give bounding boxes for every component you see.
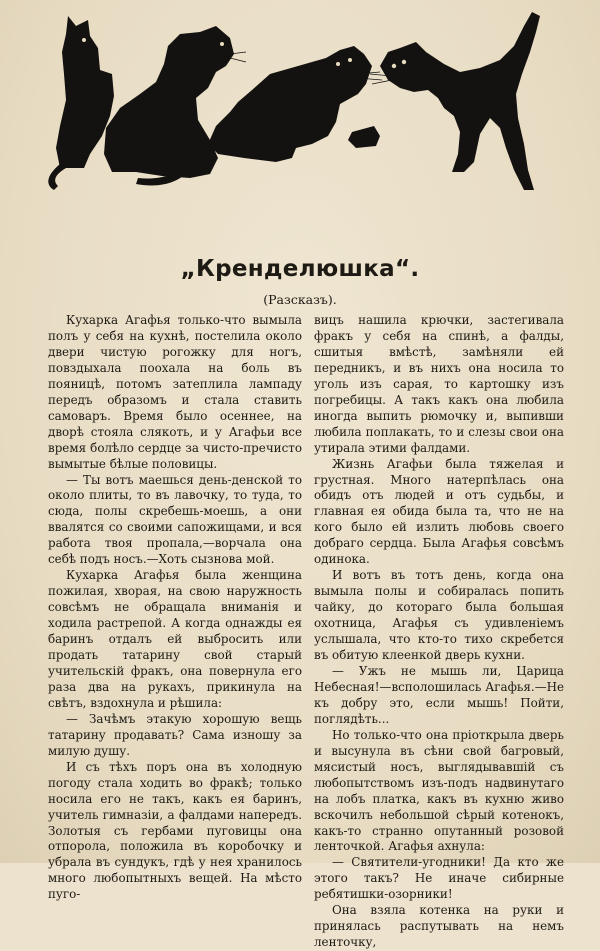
paragraph: Но только-что она пріоткрыла дверь и высунула въ сѣни свой багровый, мясистый носъ, выглядывавшій съ любопытствомъ изъ-подъ надвинутаго на лобъ платка, какъ въ кухню живо вскочилъ небольшой сѣрый котенокъ, какъ-то странно опутанный розовой ленточкой. Агафья ахнула: <box>314 727 564 854</box>
black-cats-silhouette-illustration <box>40 8 560 198</box>
paragraph: — Ужъ не мышь ли, Царица Небесная!—всполошилась Агафья.—Не къ добру это, если мышь! Пойти, поглядѣть... <box>314 663 564 726</box>
paragraph: — Ты вотъ маешься день-денской то около плиты, то въ лавочку, то туда, то сюда, полы скребешь-моешь, а они ввалятся со своими сапожищами, и вся работа твоя пропала,—ворчала она себѣ подъ носъ.—Хоть сызнова мой. <box>48 472 302 567</box>
text-column-left <box>48 313 302 902</box>
paragraph: И вотъ въ тотъ день, когда она вымыла полы и собиралась попить чайку, до котораго была большая охотница, Агафья съ удивленіемъ услышала, что кто-то тихо скребется въ обитую клеенкой дверь кухни. <box>314 568 564 663</box>
paragraph: Жизнь Агафьи была тяжелая и грустная. Много натерпѣлась она обидъ отъ людей и отъ судьбы, и главная ея обида была та, что не на кого было ей излить любовь своего добраго сердца. Была Агафья совсѣмъ одинока. <box>314 456 564 567</box>
paragraph: И съ тѣхъ поръ она въ холодную погоду стала ходить во фракѣ; только носила его не такъ, какъ ея баринъ, учитель гимназіи, а фалдами напередъ. Золотыя съ гербами пуговицы она отпорола, положила въ коробочку и убрала въ сундукъ, гдѣ у нея хранилось много любопытныхъ вещей. На мѣсто пуго- <box>48 759 302 902</box>
paragraph: вицъ нашила крючки, застегивала фракъ у себя на спинѣ, а фалды, сшитыя вмѣстѣ, замѣняли ей передникъ, и въ нихъ она носила то уголь изъ сарая, то картошку изъ погребицы. А такъ какъ она любила иногда выпить рюмочку и, выпивши любила поплакать, то и слезы свои она утирала этими фалдами. <box>314 313 564 455</box>
paragraph: Она взяла котенка на руки и принялась распутывать на немъ ленточку, <box>314 903 564 950</box>
story-title: „Кренделюшка“. <box>180 256 420 282</box>
paragraph: Кухарка Агафья только-что вымыла полъ у себя на кухнѣ, постелила около двери чистую рогожку для ногъ, повздыхала поохала на боль въ пояницѣ, потомъ затеплила лампаду передъ образомъ и стала ставить самоваръ. Время было осеннее, на дворѣ стояла слякоть, и у Агафьи все время болѣло сердце за чисто-пречисто вымытые бѣлые половицы. <box>48 313 302 471</box>
paragraph: — Зачѣмъ этакую хорошую вещь татарину продавать? Сама изношу за милую душу. <box>48 711 302 758</box>
paragraph: Кухарка Агафья была женщина пожилая, хворая, на свою наружность совсѣмъ не обращала вниманія и ходила растрепой. А когда однажды ея баринъ отдалъ ей выбросить или продать татарину свой старый учительскій фракъ, она повернула его раза два на рукахъ, прикинула на свѣтъ, вздохнула и рѣшила: <box>48 568 302 710</box>
story-subtitle: (Разсказъ). <box>263 292 337 307</box>
text-column-right <box>314 313 564 950</box>
paragraph: — Святители-угодники! Да кто же этого такъ? Не иначе сибирные ребятишки-озорники! <box>314 855 564 902</box>
